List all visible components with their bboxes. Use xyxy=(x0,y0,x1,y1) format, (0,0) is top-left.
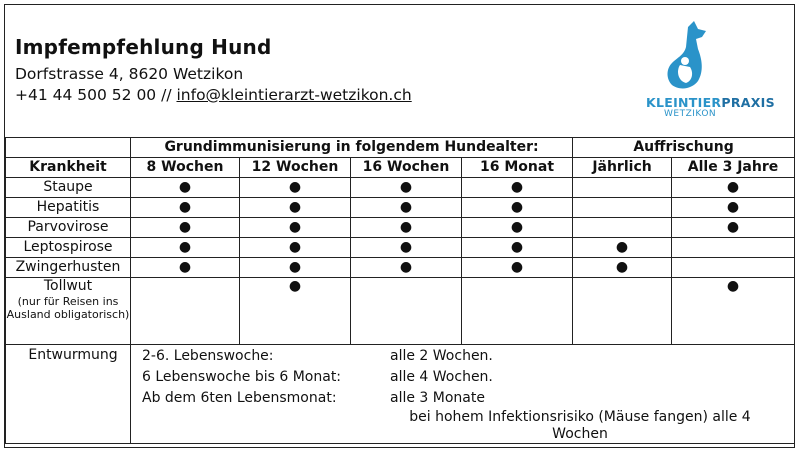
mark-cell xyxy=(351,198,462,218)
mark-cell xyxy=(351,258,462,278)
disease-name: Staupe xyxy=(6,178,131,198)
mark-cell xyxy=(351,238,462,258)
logo-city: WETZIKON xyxy=(664,109,717,119)
table-row xyxy=(6,178,795,198)
mark-cell xyxy=(672,238,795,258)
mark-dot: ● xyxy=(178,199,192,215)
deworming-details xyxy=(131,345,795,444)
mark-cell xyxy=(131,218,240,238)
mark-cell xyxy=(131,198,240,218)
mark-cell xyxy=(573,258,672,278)
disease-name: Zwingerhusten xyxy=(6,258,131,278)
rabies-cell xyxy=(6,278,131,345)
col-header: 16 Wochen xyxy=(351,158,462,178)
mark-dot: ● xyxy=(510,259,524,275)
mark-dot: ● xyxy=(510,179,524,195)
mark-dot: ● xyxy=(178,239,192,255)
mark-cell xyxy=(462,198,573,218)
mark-cell xyxy=(131,258,240,278)
mark-dot: ● xyxy=(288,278,302,294)
mark-dot: ● xyxy=(178,219,192,235)
table-row xyxy=(6,218,795,238)
empty-cell xyxy=(6,138,131,158)
mark-dot: ● xyxy=(288,219,302,235)
mark-cell xyxy=(672,198,795,218)
group-booster-header: Auffrischung xyxy=(573,138,795,158)
logo-text: KLEINTIERPRAXIS xyxy=(646,95,775,110)
table-row xyxy=(6,258,795,278)
vaccination-table xyxy=(5,137,795,444)
deworm-what: alle 4 Wochen. xyxy=(390,369,493,385)
deworm-when: Ab dem 6ten Lebensmonat: xyxy=(142,390,337,406)
disease-name: Tollwut xyxy=(43,278,93,294)
mark-cell xyxy=(131,178,240,198)
col-header: Jährlich xyxy=(573,158,672,178)
rabies-note: (nur für Reisen ins Ausland obligatorisch) xyxy=(6,295,130,321)
mark-dot: ● xyxy=(726,199,740,215)
mark-dot: ● xyxy=(288,239,302,255)
mark-cell xyxy=(240,218,351,238)
deworming-row xyxy=(6,345,795,444)
col-disease: Krankheit xyxy=(6,158,131,178)
mark-dot: ● xyxy=(399,179,413,195)
mark-cell xyxy=(672,278,795,345)
disease-name: Leptospirose xyxy=(6,238,131,258)
mark-dot: ● xyxy=(178,179,192,195)
table-column-header xyxy=(6,158,795,178)
mark-cell xyxy=(573,238,672,258)
mark-dot: ● xyxy=(399,239,413,255)
mark-cell xyxy=(462,238,573,258)
table-group-header xyxy=(6,138,795,158)
address: Dorfstrasse 4, 8620 Wetzikon xyxy=(15,65,244,83)
col-header: Alle 3 Jahre xyxy=(672,158,795,178)
table-row xyxy=(6,238,795,258)
dog-cat-icon xyxy=(658,19,728,99)
phone: +41 44 500 52 00 // xyxy=(15,86,177,104)
mark-cell xyxy=(573,198,672,218)
mark-dot: ● xyxy=(726,179,740,195)
mark-cell xyxy=(573,218,672,238)
mark-cell xyxy=(462,178,573,198)
mark-cell xyxy=(351,178,462,198)
col-header: 8 Wochen xyxy=(131,158,240,178)
mark-cell xyxy=(462,258,573,278)
col-header: 16 Monat xyxy=(462,158,573,178)
mark-dot: ● xyxy=(288,179,302,195)
mark-cell xyxy=(672,258,795,278)
table-row-rabies xyxy=(6,278,795,345)
mark-cell xyxy=(240,278,351,345)
mark-dot: ● xyxy=(510,219,524,235)
mark-cell xyxy=(131,278,240,345)
mark-dot: ● xyxy=(288,199,302,215)
mark-cell xyxy=(240,178,351,198)
contact-line xyxy=(15,86,412,104)
mark-cell xyxy=(131,238,240,258)
mark-cell xyxy=(672,178,795,198)
mark-cell xyxy=(462,218,573,238)
mark-dot: ● xyxy=(510,199,524,215)
mark-cell xyxy=(351,218,462,238)
disease-name: Parvovirose xyxy=(6,218,131,238)
page-title: Impfempfehlung Hund xyxy=(15,35,272,59)
deworm-what: alle 2 Wochen. xyxy=(390,348,493,364)
mark-cell xyxy=(240,198,351,218)
mark-dot: ● xyxy=(726,219,740,235)
mark-dot: ● xyxy=(399,199,413,215)
deworm-when: 6 Lebenswoche bis 6 Monat: xyxy=(142,369,342,385)
mark-dot: ● xyxy=(288,259,302,275)
vaccination-sheet xyxy=(4,4,795,448)
mark-dot: ● xyxy=(726,278,740,294)
mark-dot: ● xyxy=(399,259,413,275)
disease-name: Hepatitis xyxy=(6,198,131,218)
mark-cell xyxy=(240,238,351,258)
mark-cell xyxy=(462,278,573,345)
mark-cell xyxy=(573,278,672,345)
mark-cell xyxy=(573,178,672,198)
mark-dot: ● xyxy=(615,239,629,255)
header xyxy=(5,5,794,138)
mark-cell xyxy=(351,278,462,345)
mark-cell xyxy=(672,218,795,238)
mark-cell xyxy=(240,258,351,278)
group-basic-header: Grundimmunisierung in folgendem Hundealter: xyxy=(131,138,573,158)
deworm-extra: bei hohem Infektionsrisiko (Mäuse fangen) alle 4 Wochen xyxy=(409,409,751,442)
mark-dot: ● xyxy=(178,259,192,275)
deworm-when: 2-6. Lebenswoche: xyxy=(142,348,274,364)
mark-dot: ● xyxy=(615,259,629,275)
col-header: 12 Wochen xyxy=(240,158,351,178)
mark-dot: ● xyxy=(399,219,413,235)
clinic-logo xyxy=(640,19,780,129)
email-link[interactable]: info@kleintierarzt-wetzikon.ch xyxy=(176,86,412,104)
mark-dot: ● xyxy=(510,239,524,255)
table-row xyxy=(6,198,795,218)
deworming-label: Entwurmung xyxy=(6,345,131,444)
deworm-what: alle 3 Monate xyxy=(390,390,485,406)
